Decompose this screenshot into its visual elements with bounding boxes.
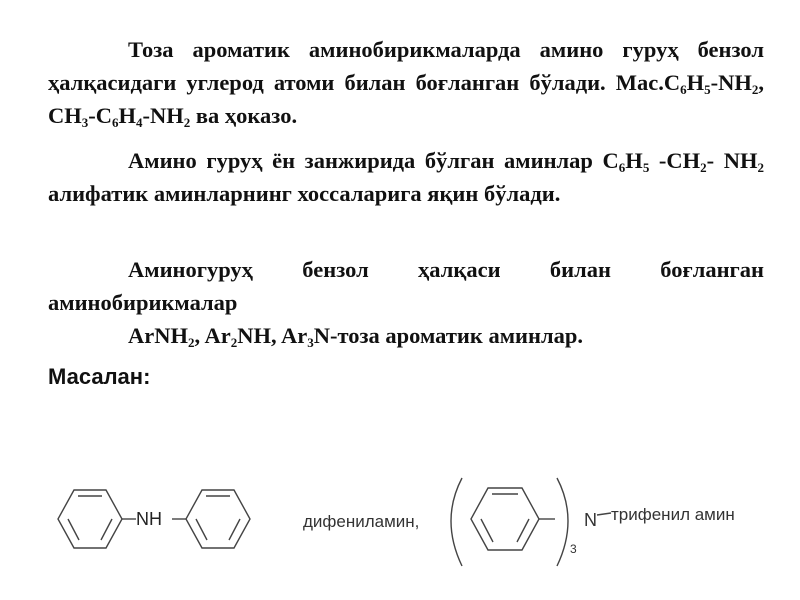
triphenylamine-name: трифенил амин [611, 505, 735, 524]
right-parenthesis [557, 478, 568, 566]
subscript-three: 3 [570, 542, 577, 556]
paragraph-pure-aromatic-amines: Тоза ароматик аминобирикмаларда амино гуруҳ бензол ҳалқасидаги углерод атоми билан боғланган бўлади. $Мас.C_6H_5-NH_2$, $CH_3-C_6H_4-NH_2$ ва ҳоказо. [48, 37, 764, 130]
n-atom-label: N [584, 510, 597, 530]
nh-atom-label: NH [136, 509, 162, 529]
example-label: Масалан: [48, 364, 151, 389]
diphenylamine-name: дифениламин, [303, 512, 420, 531]
left-parenthesis [451, 478, 462, 566]
paragraph-aromatic-amine-formulas: ArNH$_2$, $Ar_2NH$, $Ar_3N$-тоза ароматик аминлар. [128, 323, 583, 350]
paragraph-aminogroup-benzene: Аминогуруҳ бензол ҳалқаси билан боғланган аминобирикмалар [48, 257, 764, 315]
benzene-ring-right [186, 490, 250, 548]
benzene-ring-left [58, 490, 122, 548]
bond-n-label [597, 513, 611, 515]
paragraph-side-chain-amines: Амино гуруҳ ён занжирида бўлган аминлар $C_6H_5$ $-CH_2-$ $NH_2$ алифатик аминларнинг хоссаларига яқин бўлади. [48, 148, 764, 206]
